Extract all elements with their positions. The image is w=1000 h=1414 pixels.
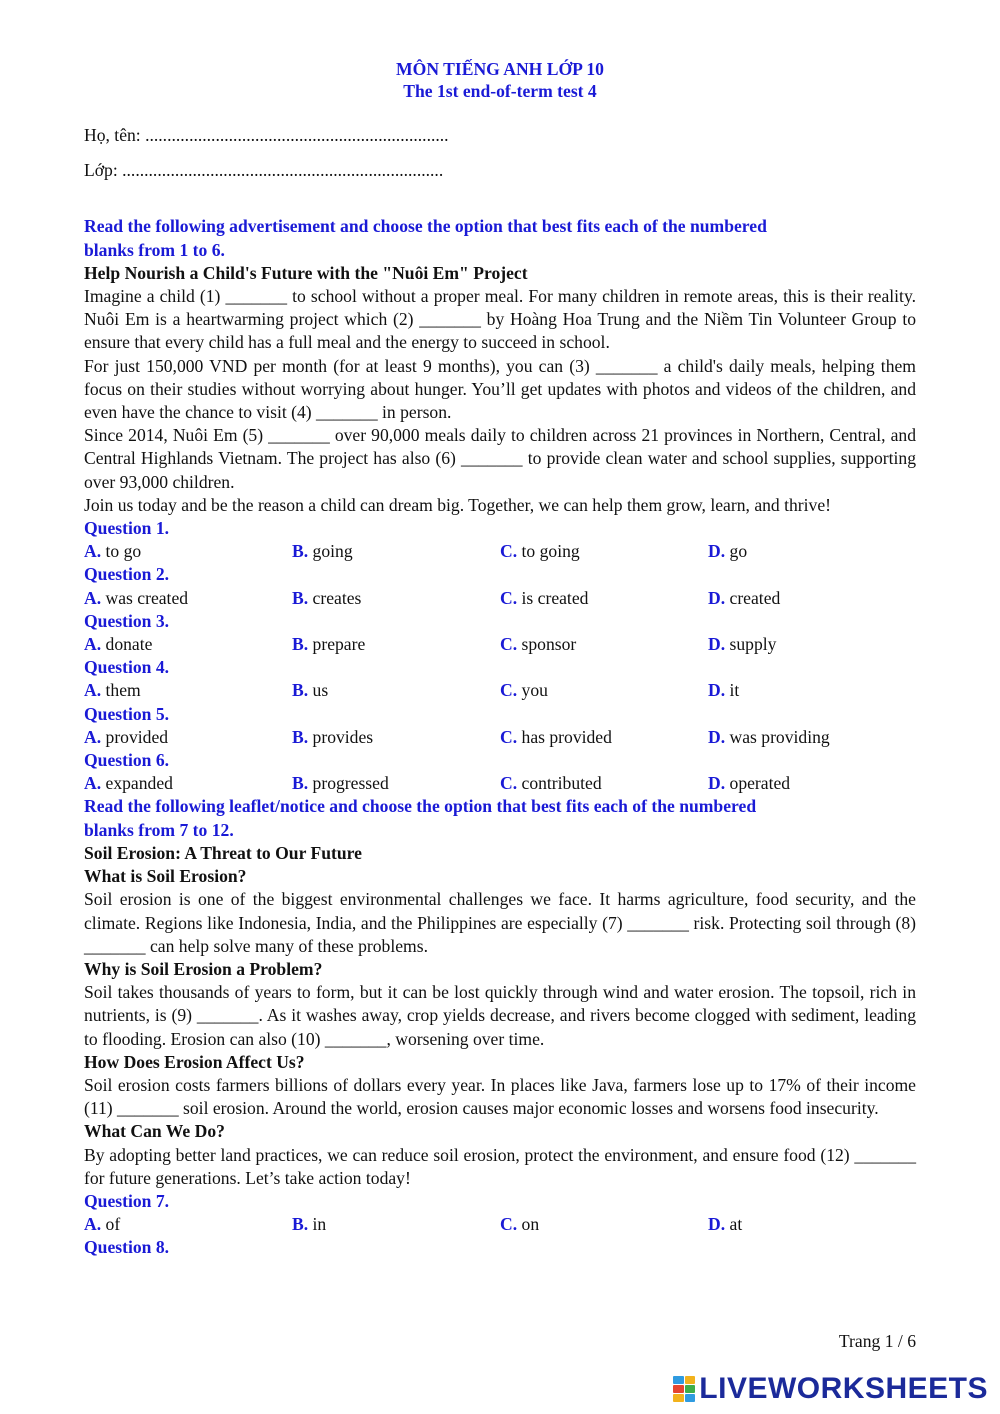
section2-paragraph: Soil erosion is one of the biggest environmental challenges we face. It harms agriculture, food security, and the climate. Regions like Indonesia, India, and the Philippines are especially (7) _______ risk. Protecting soil through (8) _______ can help solve many of these problems. — [84, 889, 916, 956]
question-label: Question 2. — [84, 564, 170, 585]
option-d[interactable]: D. it — [708, 680, 740, 701]
option-d[interactable]: D. at — [708, 1214, 743, 1235]
option-b[interactable]: B. creates — [292, 587, 362, 608]
question — [84, 1236, 916, 1259]
option-d[interactable]: D. created — [708, 587, 781, 608]
page-number: Trang 1 / 6 — [838, 1331, 916, 1351]
liveworksheets-logo-icon — [673, 1376, 695, 1402]
option-c[interactable]: C. sponsor — [500, 634, 577, 655]
option-b[interactable]: B. in — [292, 1214, 327, 1235]
question — [84, 563, 916, 609]
option-c[interactable]: C. you — [500, 680, 548, 701]
question — [84, 656, 916, 702]
question-label: Question 8. — [84, 1237, 170, 1258]
document-title: MÔN TIẾNG ANH LỚP 10 — [396, 59, 604, 79]
option-d[interactable]: D. go — [708, 541, 748, 562]
section1-questions — [84, 517, 916, 795]
question-label: Question 6. — [84, 750, 170, 771]
option-c[interactable]: C. to going — [500, 541, 580, 562]
section2-paragraph: Soil takes thousands of years to form, but it can be lost quickly through wind and water erosion. The topsoil, rich in nutrients, is (9) _______. As it washes away, crop yields decrease, and rivers become clogged with sediment, leading to flooding. Erosion can also (10) _______, worsening over time. — [84, 982, 916, 1049]
question — [84, 749, 916, 795]
section2-paragraph: Soil erosion costs farmers billions of dollars every year. In places like Java, farmers lose up to 17% of their income (11) _______ soil erosion. Around the world, erosion causes major economic losses and worsens food insecurity. — [84, 1074, 916, 1119]
option-c[interactable]: C. contributed — [500, 773, 602, 794]
document-subtitle: The 1st end-of-term test 4 — [403, 81, 597, 101]
option-a[interactable]: A. to go — [84, 541, 142, 562]
option-c[interactable]: C. on — [500, 1214, 540, 1235]
question — [84, 610, 916, 656]
question-label: Question 4. — [84, 657, 170, 678]
option-b[interactable]: B. progressed — [292, 773, 389, 794]
option-b[interactable]: B. provides — [292, 726, 374, 747]
option-d[interactable]: D. operated — [708, 773, 791, 794]
subheading: What Can We Do? — [84, 1121, 225, 1142]
question — [84, 517, 916, 563]
option-b[interactable]: B. us — [292, 680, 329, 701]
brand-text: LIVEWORKSHEETS — [699, 1372, 988, 1405]
option-b[interactable]: B. going — [292, 541, 353, 562]
section1-heading: Help Nourish a Child's Future with the "Nuôi Em" Project — [84, 262, 528, 283]
option-d[interactable]: D. supply — [708, 634, 777, 655]
section2-heading: Soil Erosion: A Threat to Our Future — [84, 842, 362, 863]
section1-paragraph: Join us today and be the reason a child can dream big. Together, we can help them grow, learn, and thrive! — [84, 494, 832, 515]
option-a[interactable]: A. provided — [84, 726, 169, 747]
question-label: Question 5. — [84, 703, 170, 724]
option-c[interactable]: C. has provided — [500, 726, 612, 747]
name-field: Họ, tên: ..................................................................... — [84, 125, 449, 145]
liveworksheets-brand[interactable] — [673, 1372, 988, 1406]
question — [84, 1190, 916, 1236]
option-a[interactable]: A. donate — [84, 634, 153, 655]
class-field: Lớp: ......................................................................... — [84, 160, 444, 181]
option-a[interactable]: A. expanded — [84, 773, 173, 794]
option-a[interactable]: A. of — [84, 1214, 121, 1235]
section2-instruction: Read the following leaflet/notice and choose the option that best fits each of the numbered blanks from 7 to 12. — [84, 796, 757, 840]
question-label: Question 1. — [84, 518, 170, 539]
option-a[interactable]: A. was created — [84, 587, 189, 608]
option-d[interactable]: D. was providing — [708, 726, 830, 747]
section1-paragraph: Since 2014, Nuôi Em (5) _______ over 90,000 meals daily to children across 21 provinces in Northern, Central, and Central Highlands Vietnam. The project has also (6) _______ to provide clean water and school supplies, supporting over 93,000 children. — [84, 425, 916, 492]
question — [84, 703, 916, 749]
subheading: What is Soil Erosion? — [84, 866, 247, 887]
option-a[interactable]: A. them — [84, 680, 141, 701]
subheading: Why is Soil Erosion a Problem? — [84, 958, 323, 979]
section1-instruction: Read the following advertisement and choose the option that best fits each of the numbered blanks from 1 to 6. — [84, 216, 767, 260]
option-c[interactable]: C. is created — [500, 587, 589, 608]
question-label: Question 3. — [84, 610, 170, 631]
section2-paragraph: By adopting better land practices, we can reduce soil erosion, protect the environment, and ensure food (12) _______ for future generations. Let’s take action today! — [84, 1144, 916, 1188]
option-b[interactable]: B. prepare — [292, 634, 366, 655]
question-label: Question 7. — [84, 1190, 170, 1211]
document-page — [84, 58, 916, 1260]
section1-paragraph: For just 150,000 VND per month (for at least 9 months), you can (3) _______ a child's daily meals, helping them focus on their studies without worrying about hunger. You’ll get updates with photos and videos of the children, and even have the chance to visit (4) _______ in person. — [84, 355, 916, 423]
subheading: How Does Erosion Affect Us? — [84, 1051, 305, 1072]
section1-paragraph: Imagine a child (1) _______ to school without a proper meal. For many children in remote areas, this is their reality. Nuôi Em is a heartwarming project which (2) _______ by Hoàng Hoa Trung and the Niềm Tin Volunteer Group to ensure that every child has a full meal and the energy to succeed in school. — [84, 286, 916, 353]
